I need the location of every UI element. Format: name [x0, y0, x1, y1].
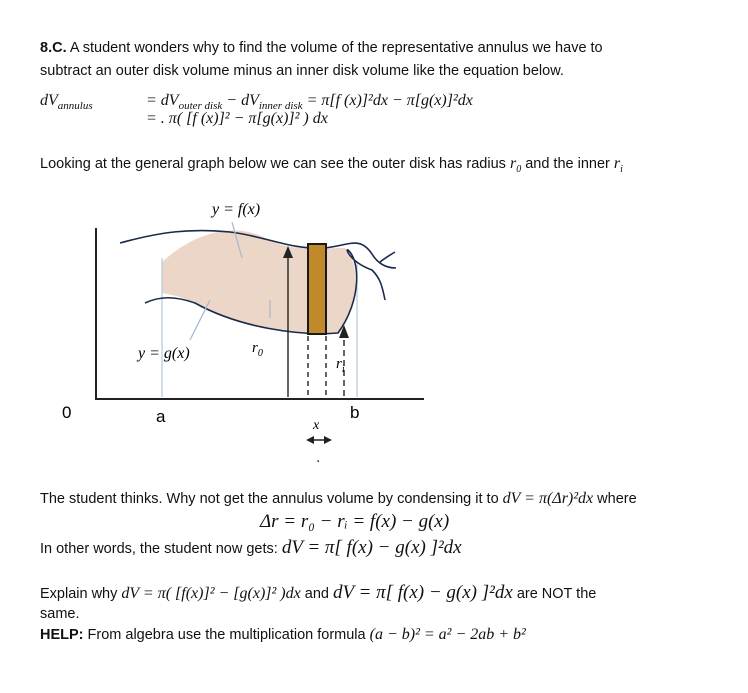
help-label: HELP: — [40, 627, 84, 643]
label-g: y = g(x) — [138, 345, 190, 362]
curve-f-tail — [380, 252, 395, 262]
student-line3-text: In other words, the student now gets: — [40, 541, 278, 557]
eq-lhs-sub: annulus — [57, 100, 93, 113]
label-r0-letter: r — [252, 340, 258, 356]
label-f: y = f(x) — [212, 201, 261, 218]
eq-lhs-dv: dV — [40, 92, 58, 109]
problem-number: 8.C. — [40, 40, 67, 56]
explain-line1 — [40, 582, 596, 604]
eq1-a: = dV — [146, 92, 179, 109]
explain-math2: dV = π[ f(x) − g(x) ]²dx — [332, 582, 513, 603]
help-text: From algebra use the multiplication formula — [87, 627, 366, 643]
dx-arrowhead-left — [306, 436, 314, 444]
explain-line2: same. — [40, 606, 80, 622]
label-r0 — [252, 340, 263, 359]
ri-sub: i — [620, 164, 623, 176]
help-math: (a − b)² = a² − 2ab + b² — [369, 626, 526, 643]
r0-sub: 0 — [516, 164, 522, 176]
help-line — [40, 626, 526, 644]
student-line3 — [40, 537, 462, 559]
eq1-sub2: inner disk — [258, 100, 303, 113]
label-a: a — [156, 407, 166, 426]
student-line3-math: dV = π[ f(x) − g(x) ]²dx — [281, 537, 462, 558]
eq1-mid: − dV — [222, 92, 259, 109]
r0-letter: r — [509, 155, 517, 172]
student-line1-end: where — [597, 491, 637, 507]
explain-end: are NOT the — [516, 586, 597, 602]
student-line1-text: The student thinks. Why not get the annulus volume by condensing it to — [40, 491, 499, 507]
ri-letter: r — [613, 155, 621, 172]
representative-strip — [308, 244, 326, 334]
label-ri-sub: i — [341, 364, 345, 375]
dx-label-mask — [300, 462, 360, 476]
label-x: x — [313, 418, 320, 433]
equation-line2: = . π( [f (x)]² − π[g(x)]² ) dx — [146, 110, 328, 127]
explain-a: Explain why — [40, 586, 118, 602]
intro-text-1: A student wonders why to find the volume of the representative annulus we have to — [69, 40, 603, 56]
student-line2: Δr = r₀ − rᵢ = f(x) − g(x) — [260, 511, 450, 532]
explain-math1: dV = π( [f(x)]² − [g(x)]² )dx — [121, 585, 301, 602]
label-b: b — [350, 403, 360, 422]
graph-intro-text: Looking at the general graph below we can see the outer disk has radius — [40, 156, 506, 172]
label-ri — [336, 356, 345, 375]
graph-intro-and: and the inner — [521, 156, 614, 172]
explain-and: and — [304, 586, 329, 602]
eq1-sub1: outer disk — [178, 100, 223, 113]
eq1-end: = π[f (x)]²dx − π[g(x)]²dx — [302, 92, 473, 109]
label-r0-sub: 0 — [257, 348, 263, 359]
label-ri-letter: r — [336, 356, 342, 372]
label-zero: 0 — [62, 403, 72, 422]
student-line1-math: dV = π(Δr)²dx — [502, 490, 594, 507]
student-line1 — [40, 490, 637, 508]
problem-intro-line2: subtract an outer disk volume minus an inner disk volume like the equation below. — [40, 63, 564, 79]
dx-arrowhead-right — [324, 436, 332, 444]
